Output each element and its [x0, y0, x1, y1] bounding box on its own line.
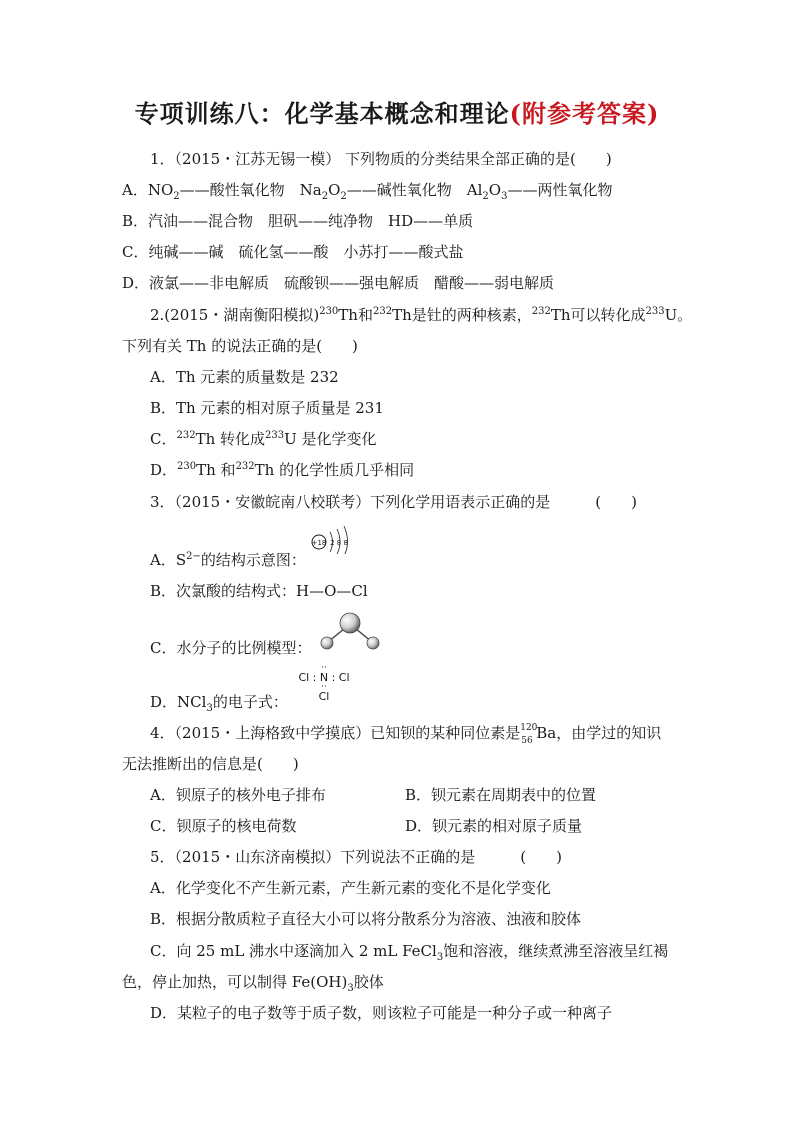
q4-stem: 4．（2015・上海格致中学摸底）已知钡的某种同位素是 120 56 Ba，由学过的知识: [150, 723, 662, 746]
oxygen-atom: [340, 613, 360, 633]
hydrogen-atom-right: [367, 637, 379, 649]
q1-option-b: B．汽油——混合物 胆矾——纯净物 HD——单质: [122, 212, 474, 230]
electron-formula-bottom: Cl: [318, 690, 330, 703]
title-main: 专项训练八：化学基本概念和理论: [134, 99, 510, 128]
q3-stem: 3．（2015・安徽皖南八校联考）下列化学用语表示正确的是 ( ): [150, 493, 637, 511]
nucleus-label: +18: [311, 539, 327, 547]
title-suffix: (附参考答案): [509, 99, 660, 128]
q4-option-a: A．钡原子的核外电子排布: [150, 786, 326, 804]
hydrogen-atom-left: [321, 637, 333, 649]
q4-option-b: B．钡元素在周期表中的位置: [405, 786, 597, 804]
q4-options-row1: [150, 785, 730, 805]
q5-option-a: A．化学变化不产生新元素，产生新元素的变化不是化学变化: [150, 879, 551, 897]
q3-option-d: D．NCl$_3$的电子式：: [150, 693, 288, 714]
q4-option-c: C．钡原子的核电荷数: [150, 817, 297, 835]
q4-stem-cont: 无法推断出的信息是( ): [122, 755, 299, 773]
q2-stem: 2.(2015・湖南衡阳模拟)$^{230}$Th和$^{232}$Th是钍的两种核素，$^{232}$Th可以转化成$^{233}$U。: [150, 306, 693, 324]
q3-option-b: B．次氯酸的结构式：H—O—Cl: [150, 582, 368, 600]
q2-option-b: B．Th 元素的相对原子质量是 231: [150, 399, 384, 417]
shell-electrons-label: 2 8 8: [330, 539, 348, 547]
q1-option-c: C．纯碱——碱 硫化氢——酸 小苏打——酸式盐: [122, 243, 464, 261]
electron-formula-row: Cl : N : Cl: [298, 671, 350, 684]
page-title: [0, 94, 794, 129]
q5-option-c: C．向 25 mL 沸水中逐滴加入 2 mL FeCl$_3$饱和溶液，继续煮沸至溶液呈红褐: [150, 942, 669, 963]
q3-option-a: A．$S^{2-}$的结构示意图：: [150, 551, 306, 569]
water-space-filling-model: [318, 610, 382, 652]
q2-stem-cont: 下列有关 Th 的说法正确的是( ): [122, 337, 358, 355]
q2-option-a: A．Th 元素的质量数是 232: [150, 368, 339, 386]
ncl3-electron-formula: ·· Cl : N : Cl ·· Cl: [288, 665, 360, 703]
q1-option-a: A．$NO_2——$酸性氧化物 $Na_2O_2——$碱性氧化物 $Al_2O_3——$两性氧化物: [122, 181, 613, 202]
q2-option-c: C．$^{232}$Th 转化成$^{233}$U 是化学变化: [150, 430, 377, 448]
q1-option-d: D．液氯——非电解质 硫酸钡——强电解质 醋酸——弱电解质: [122, 274, 555, 292]
q4-options-row2: [150, 816, 730, 836]
q4-option-d: D．钡元素的相对原子质量: [405, 817, 583, 835]
isotope-notation: 120 56: [520, 723, 538, 746]
q5-option-d: D．某粒子的电子数等于质子数，则该粒子可能是一种分子或一种离子: [150, 1004, 613, 1022]
sulfide-ion-structure-diagram: [310, 524, 360, 554]
q5-option-c-cont: 色，停止加热，可以制得 $Fe(OH)_3$胶体: [122, 973, 384, 994]
q2-option-d: D．$^{230}$Th 和$^{232}$Th 的化学性质几乎相同: [150, 461, 415, 479]
q1-stem: 1．（2015・江苏无锡一模） 下列物质的分类结果全部正确的是( ): [150, 150, 612, 168]
q5-stem: 5．（2015・山东济南模拟）下列说法不正确的是 ( ): [150, 848, 562, 866]
q3-option-c: C．水分子的比例模型：: [150, 639, 312, 657]
q5-option-b: B．根据分散质粒子直径大小可以将分散系分为溶液、浊液和胶体: [150, 910, 582, 928]
